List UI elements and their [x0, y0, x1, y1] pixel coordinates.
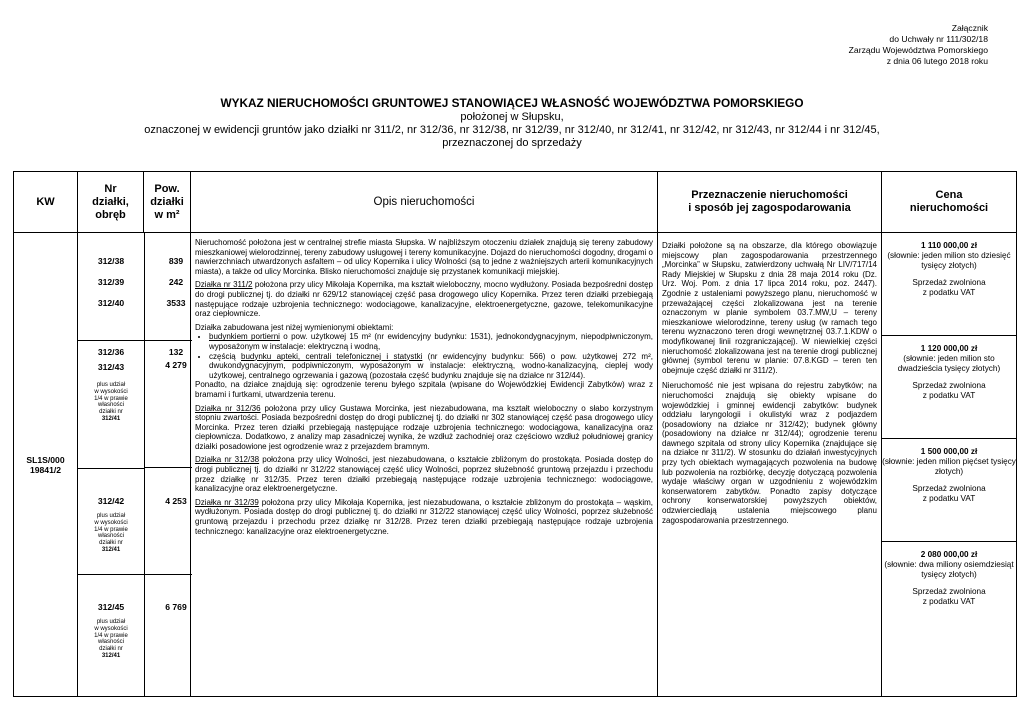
- description-parcel-312-36: Działka nr 312/36 położona przy ulicy Gustawa Morcinka, jest niezabudowana, ma kształt wieloboczny o słabo korzystnym stopniu zwartości. Posiada bezpośredni dostęp do drogi publicznej tj. do działki nr 302 stanowiącej część pasa drogowego ulicy Morcinka. Przez teren działki przebiegają następujące rodzaje uzbrojenia technicznego: wodociągowa, kanalizacyjna oraz ciepłownicza. Dodatkowo, z analizy map zasadniczej wynika, że wzdłuż zachodniej oraz częściowo wzdłuż południowej granicy działki posadowione jest ogrodzenie wraz z przejazdem bramnym.: [195, 403, 653, 451]
- price-in-words: (słownie: jeden milion sto dziesięć tysięcy złotych): [887, 251, 1011, 271]
- parcel-312-42: 312/42: [97, 496, 125, 506]
- table-row: [14, 233, 1017, 697]
- description-parcel-312-39: Działka nr 312/39 położona przy ulicy Mikołaja Kopernika, jest niezabudowana, o kształcie zbliżonym do prostokąta – wąskim, wydłużonym. Posiada dostęp do drogi publicznej tj. do działki nr 312/22 stanowiącej część ulicy Wolności, poprzez służebność gruntową przejazdu i przechodu przez działkę nr 312/28. Przez teren działki przebiegają następujące rodzaje uzbrojenia technicznego: kanalizacyjne oraz elektroenergetyczne.: [195, 497, 653, 536]
- col-header-purpose: Przeznaczenie nieruchomości i sposób jej zagospodarowania: [658, 172, 882, 233]
- zoning-plan-text: Działki położone są na obszarze, dla którego obowiązuje miejscowy plan zagospodarowania przestrzennego „Morcinka” w Słupsku, zatwierdzony uchwałą Nr LIV/717/14 Rady Miejskiej w Słupsku z dnia 28 maja 2014 roku (Dz. Urz. Woj. Pom. z dnia 17 lipca 2014 roku, poz. 2447). Zgodnie z ustaleniami powyższego planu, nieruchomość w przeważającej części zlokalizowana jest na terenie oznaczonym w planie symbolem 03.7.MW,U – tereny mieszkaniowe wielorodzinne, tereny usług (w ramach tego terenu wyznaczono teren drogi wewnętrznej 03.7.1.KDW o modyfikowanej linii rozgraniczającej). W niewielkiej części nieruchomość zlokalizowana jest na terenie drogi publicznej głównej (symbol terenu w planie: 07.8.KGD – teren ten obejmuje część działki nr 311/2).: [662, 241, 877, 375]
- description-buildings-intro: Działka zabudowana jest niżej wymienionymi obiektami:: [195, 322, 394, 332]
- description-parcel-312-38: Działka nr 312/38 położona przy ulicy Wolności, jest niezabudowana, o kształcie zbliżonym do prostokąta. Posiada dostęp do drogi publicznej tj. do działki nr 312/22 stanowiącej część ulicy Wolności, poprzez służebność gruntową przejazdu i przechodu przez działkę nr 312/35. Przez teren działki przebiegają następujące rodzaje uzbrojenia technicznego: wodociągowe, kanalizacyjne oraz elektroenergetyczne.: [195, 455, 653, 494]
- property-table: [13, 171, 1017, 697]
- parcel-312-45: 312/45: [97, 602, 125, 612]
- description-extras: Ponadto, na działce znajdują się: ogrodzenie terenu byłego szpitala (wpisane do Wojewódzkiej Ewidencji Zabytków) wraz z bramami i furtkami, utwardzenia terenu.: [195, 380, 653, 399]
- price-block: [882, 336, 1016, 439]
- col-header-kw: KW: [14, 172, 78, 233]
- subtitle-parcels: oznaczonej w ewidencji gruntów jako działki nr 311/2, nr 312/36, nr 312/38, nr 312/39, nr 312/40, nr 312/41, nr 312/42, nr 312/43, nr 312/44 i nr 312/45,: [144, 124, 880, 136]
- description-intro: Nieruchomość położona jest w centralnej strefie miasta Słupska. W najbliższym otoczeniu działek znajdują się tereny zabudowy mieszkaniowej wielorodzinnej, tereny zabudowy usługowej i tereny komunikacyjne. Dojazd do nieruchomości dogodny, drogami o nawierzchniach utwardzonych asfaltem – od ulicy Kopernika i ulicy Wolności (są to jedne z ważniejszych arterii komunikacyjnych miasta), a także od ulicy Morcinka. Blisko nieruchomości znajduje się przystanek komunikacji miejskiej.: [195, 238, 653, 276]
- table-header-row: [14, 172, 1017, 233]
- kw-cell: SL1S/000 19841/2: [14, 233, 78, 697]
- parcel-group-3: [78, 468, 187, 574]
- parcel-312-40: 312/40: [97, 298, 125, 308]
- resolution-number: do Uchwały nr 111/302/18: [889, 34, 988, 44]
- list-item: • częścią budynku apteki, centrali telefonicznej i statystki (nr ewidencyjny budynku: 566) o pow. użytkowej 272 m², dwukondygnacyjnym, podpiwniczonym, wyposażonym w instalacje: elektryczną, wodno-kanalizacyjną, cieplej wody użytkowej, centralnego ogrzewania i gazową (pozostała część budynku znajduje się na działce nr 312/44).: [209, 352, 653, 381]
- price-block: [882, 233, 1016, 336]
- area-312-38: 839: [168, 256, 184, 266]
- issuing-body: Zarządu Województwa Pomorskiego: [848, 45, 988, 55]
- price-in-words: (słownie: jeden milion pięćset tysięcy złotych): [882, 457, 1016, 477]
- price-amount: 1 110 000,00 zł: [921, 241, 977, 250]
- vat-note: z podatku VAT: [922, 287, 976, 297]
- subtitle-purpose: przeznaczonej do sprzedaży: [442, 137, 582, 149]
- heritage-text: Nieruchomość nie jest wpisana do rejestru zabytków; na nieruchomości znajdują się obiekty wpisane do wojewódzkiej i gminnej ewidencji zabytków: budynek oddziału laryngologii i okulistyki wraz z podjazdem (posadowiony na działce nr 312/42); budynek główny (posadowiony na działce nr 312/44); ogrodzenie terenu dawnego szpitala od strony ulicy Kopernika (znajdujące się na działce nr 311/2). W stosunku do działań inwestycyjnych przy tych obiektach wymagających pozwolenia na budowę lub pozwolenia na rozbiórkę, decyzję dotyczącą pozwolenia wydaje właściwy organ w uzgodnieniu z wojewódzkim konserwatorem zabytków. Ponadto zapisy dotyczące ochrony konserwatorskiej powyższych obiektów, odzwierciedlają ustalenia miejscowego planu zagospodarowania przestrzennego.: [662, 381, 877, 525]
- share-note: plus udział w wysokości 1/4 w prawie własności działki nr 312/41: [94, 619, 128, 659]
- area-312-36: 132: [168, 347, 184, 357]
- parcel-312-36: 312/36: [97, 347, 125, 357]
- resolution-date: z dnia 06 lutego 2018 roku: [886, 56, 988, 66]
- col-header-description: Opis nieruchomości: [191, 172, 658, 233]
- purpose-cell: [658, 233, 882, 697]
- area-312-42: 4 253: [165, 496, 187, 506]
- price-amount: 1 500 000,00 zł: [920, 447, 978, 456]
- share-note: plus udział w wysokości 1/4 w prawie własności działki nr 312/41: [94, 382, 128, 422]
- attachment-label: Załącznik: [951, 23, 988, 33]
- list-item: • budynkiem portierni o pow. użytkowej 15 m² (nr ewidencyjny budynku: 1531), jednokondygnacyjnym, niepodpiwniczonym, wyposażonym w instalacje: elektryczną i wodną,: [209, 332, 653, 351]
- parcel-group-4: [78, 574, 187, 694]
- parcel-group-1: [78, 233, 190, 340]
- area-312-43: 4 279: [165, 360, 187, 370]
- vat-note: Sprzedaż zwolniona: [912, 483, 986, 493]
- col-header-parcel: Nr działki, obręb: [78, 172, 144, 233]
- document-subtitle: [0, 111, 1024, 150]
- price-block: [882, 439, 1016, 542]
- attachment-header: [849, 23, 988, 67]
- price-in-words: (słownie: dwa miliony osiemdziesiąt tysięcy złotych): [884, 560, 1014, 580]
- parcels-cell: [78, 233, 191, 697]
- area-312-39: 242: [168, 277, 184, 287]
- vat-note: z podatku VAT: [922, 390, 976, 400]
- price-cell: [882, 233, 1017, 697]
- buildings-list: [195, 332, 653, 380]
- price-amount: 2 080 000,00 zł: [920, 550, 978, 559]
- area-312-45: 6 769: [165, 602, 187, 612]
- description-cell: [191, 233, 658, 697]
- column-divider: [144, 233, 145, 697]
- parcel-group-2: [78, 340, 187, 468]
- vat-note: Sprzedaż zwolniona: [912, 586, 986, 596]
- col-header-area: Pow. działki w m²: [144, 172, 191, 233]
- price-block: [882, 542, 1016, 692]
- share-note: plus udział w wysokości 1/4 w prawie własności działki nr 312/41: [94, 513, 128, 553]
- parcel-312-39: 312/39: [97, 277, 125, 287]
- col-header-price: Cena nieruchomości: [882, 172, 1017, 233]
- parcel-312-43: 312/43: [97, 362, 125, 372]
- subtitle-location: położonej w Słupsku,: [460, 111, 564, 123]
- price-in-words: (słownie: jeden milion sto dwadzieścia tysięcy złotych): [897, 354, 1001, 374]
- vat-note: z podatku VAT: [922, 596, 976, 606]
- document-title: WYKAZ NIERUCHOMOŚCI GRUNTOWEJ STANOWIĄCEJ WŁASNOŚĆ WOJEWÓDZTWA POMORSKIEGO: [220, 96, 804, 110]
- vat-note: Sprzedaż zwolniona: [912, 277, 986, 287]
- price-amount: 1 120 000,00 zł: [920, 344, 978, 353]
- area-divider: [145, 574, 192, 575]
- area-312-40: 3533: [166, 298, 186, 308]
- parcel-312-38: 312/38: [97, 256, 125, 266]
- vat-note: Sprzedaż zwolniona: [912, 380, 986, 390]
- description-parcel-311-2: Działka nr 311/2 położona przy ulicy Mikołaja Kopernika, ma kształt wieloboczny, mocno wydłużony. Posiada bezpośredni dostęp do drogi publicznej tj. do działki nr 629/12 stanowiącej część pasa drogowego ulicy Kopernika. Przez teren działki przebiegają następujące rodzaje uzbrojenia technicznego: wodociągowe, kanalizacyjne, elektroenergetyczne, gazowe, telekomunikacyjne oraz ciepłownicze.: [195, 280, 653, 319]
- vat-note: z podatku VAT: [922, 493, 976, 503]
- area-divider: [145, 340, 192, 468]
